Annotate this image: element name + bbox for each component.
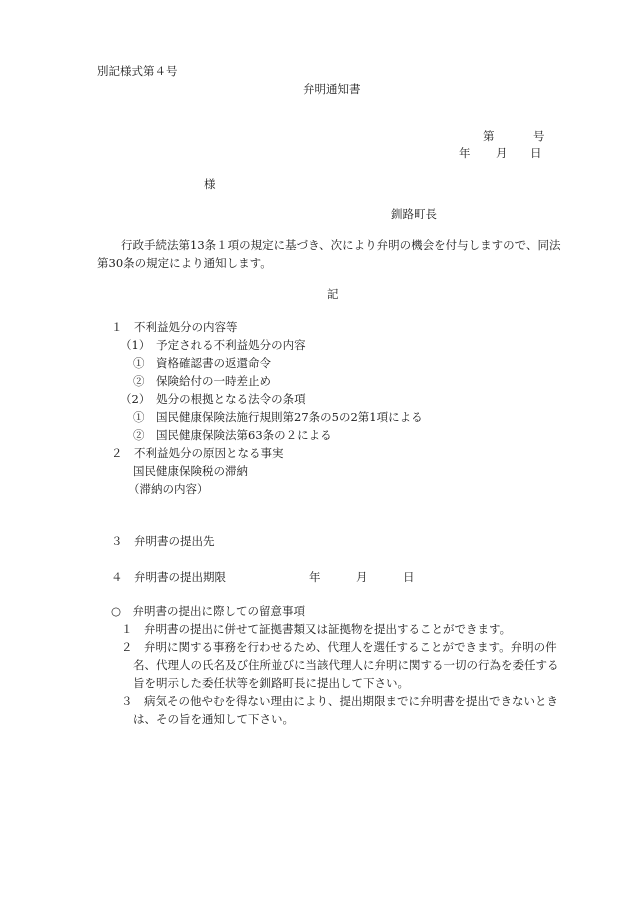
- section-1-sub-2-item-1: ① 国民健康保険法施行規則第27条の5の2第1項による: [133, 410, 423, 424]
- note-2-line-2: 名、代理人の氏名及び住所並びに当該代理人に弁明に関する一切の行為を委任する: [133, 658, 559, 672]
- doc-number-dai: 第: [483, 129, 495, 143]
- section-3-heading: ３ 弁明書の提出先: [111, 534, 215, 548]
- section-1-sub-1-item-2: ② 保険給付の一時差止め: [133, 374, 271, 388]
- note-3-line-2: は、その旨を通知して下さい。: [133, 712, 294, 726]
- intro-line-1: 行政手続法第13条１項の規定に基づき、次により弁明の機会を付与しますので、同法: [121, 238, 561, 252]
- section-4-heading: ４ 弁明書の提出期限: [111, 570, 226, 584]
- addressee-sama: 様: [204, 177, 216, 191]
- section-2-fact: 国民健康保険税の滞納: [133, 464, 248, 478]
- note-2-line-1: ２ 弁明に関する事務を行わせるため、代理人を選任することができます。弁明の件: [121, 640, 557, 654]
- section-1-sub-2-item-2: ② 国民健康保険法第63条の２による: [133, 428, 332, 442]
- sender-name: 釧路町長: [391, 207, 437, 221]
- section-4-day: 日: [403, 570, 415, 584]
- section-2-heading: ２ 不利益処分の原因となる事実: [111, 446, 284, 460]
- date-day: 日: [530, 146, 542, 160]
- doc-number-go: 号: [533, 129, 545, 143]
- form-label: 別記様式第４号: [97, 64, 178, 78]
- note-1: １ 弁明書の提出に併せて証拠書類又は証拠物を提出することができます。: [121, 622, 512, 636]
- date-month: 月: [496, 146, 508, 160]
- document-title: 弁明通知書: [303, 82, 361, 96]
- section-4-month: 月: [356, 570, 368, 584]
- notes-heading: ○ 弁明書の提出に際しての留意事項: [111, 604, 306, 618]
- intro-line-2: 第30条の規定により通知します。: [97, 256, 272, 270]
- date-year: 年: [459, 146, 471, 160]
- ki-heading: 記: [327, 287, 339, 301]
- section-1-sub-1-item-1: ① 資格確認書の返還命令: [133, 356, 271, 370]
- note-2-line-3: 旨を明示した委任状等を釧路町長に提出して下さい。: [133, 676, 409, 690]
- section-1-sub-1-heading: （1） 予定される不利益処分の内容: [120, 338, 306, 352]
- section-2-detail: （滞納の内容）: [128, 482, 209, 496]
- section-1-heading: １ 不利益処分の内容等: [111, 320, 238, 334]
- section-1-sub-2-heading: （2） 処分の根拠となる法令の条項: [120, 392, 306, 406]
- section-4-year: 年: [309, 570, 321, 584]
- note-3-line-1: ３ 病気その他やむを得ない理由により、提出期限までに弁明書を提出できないとき: [121, 694, 558, 708]
